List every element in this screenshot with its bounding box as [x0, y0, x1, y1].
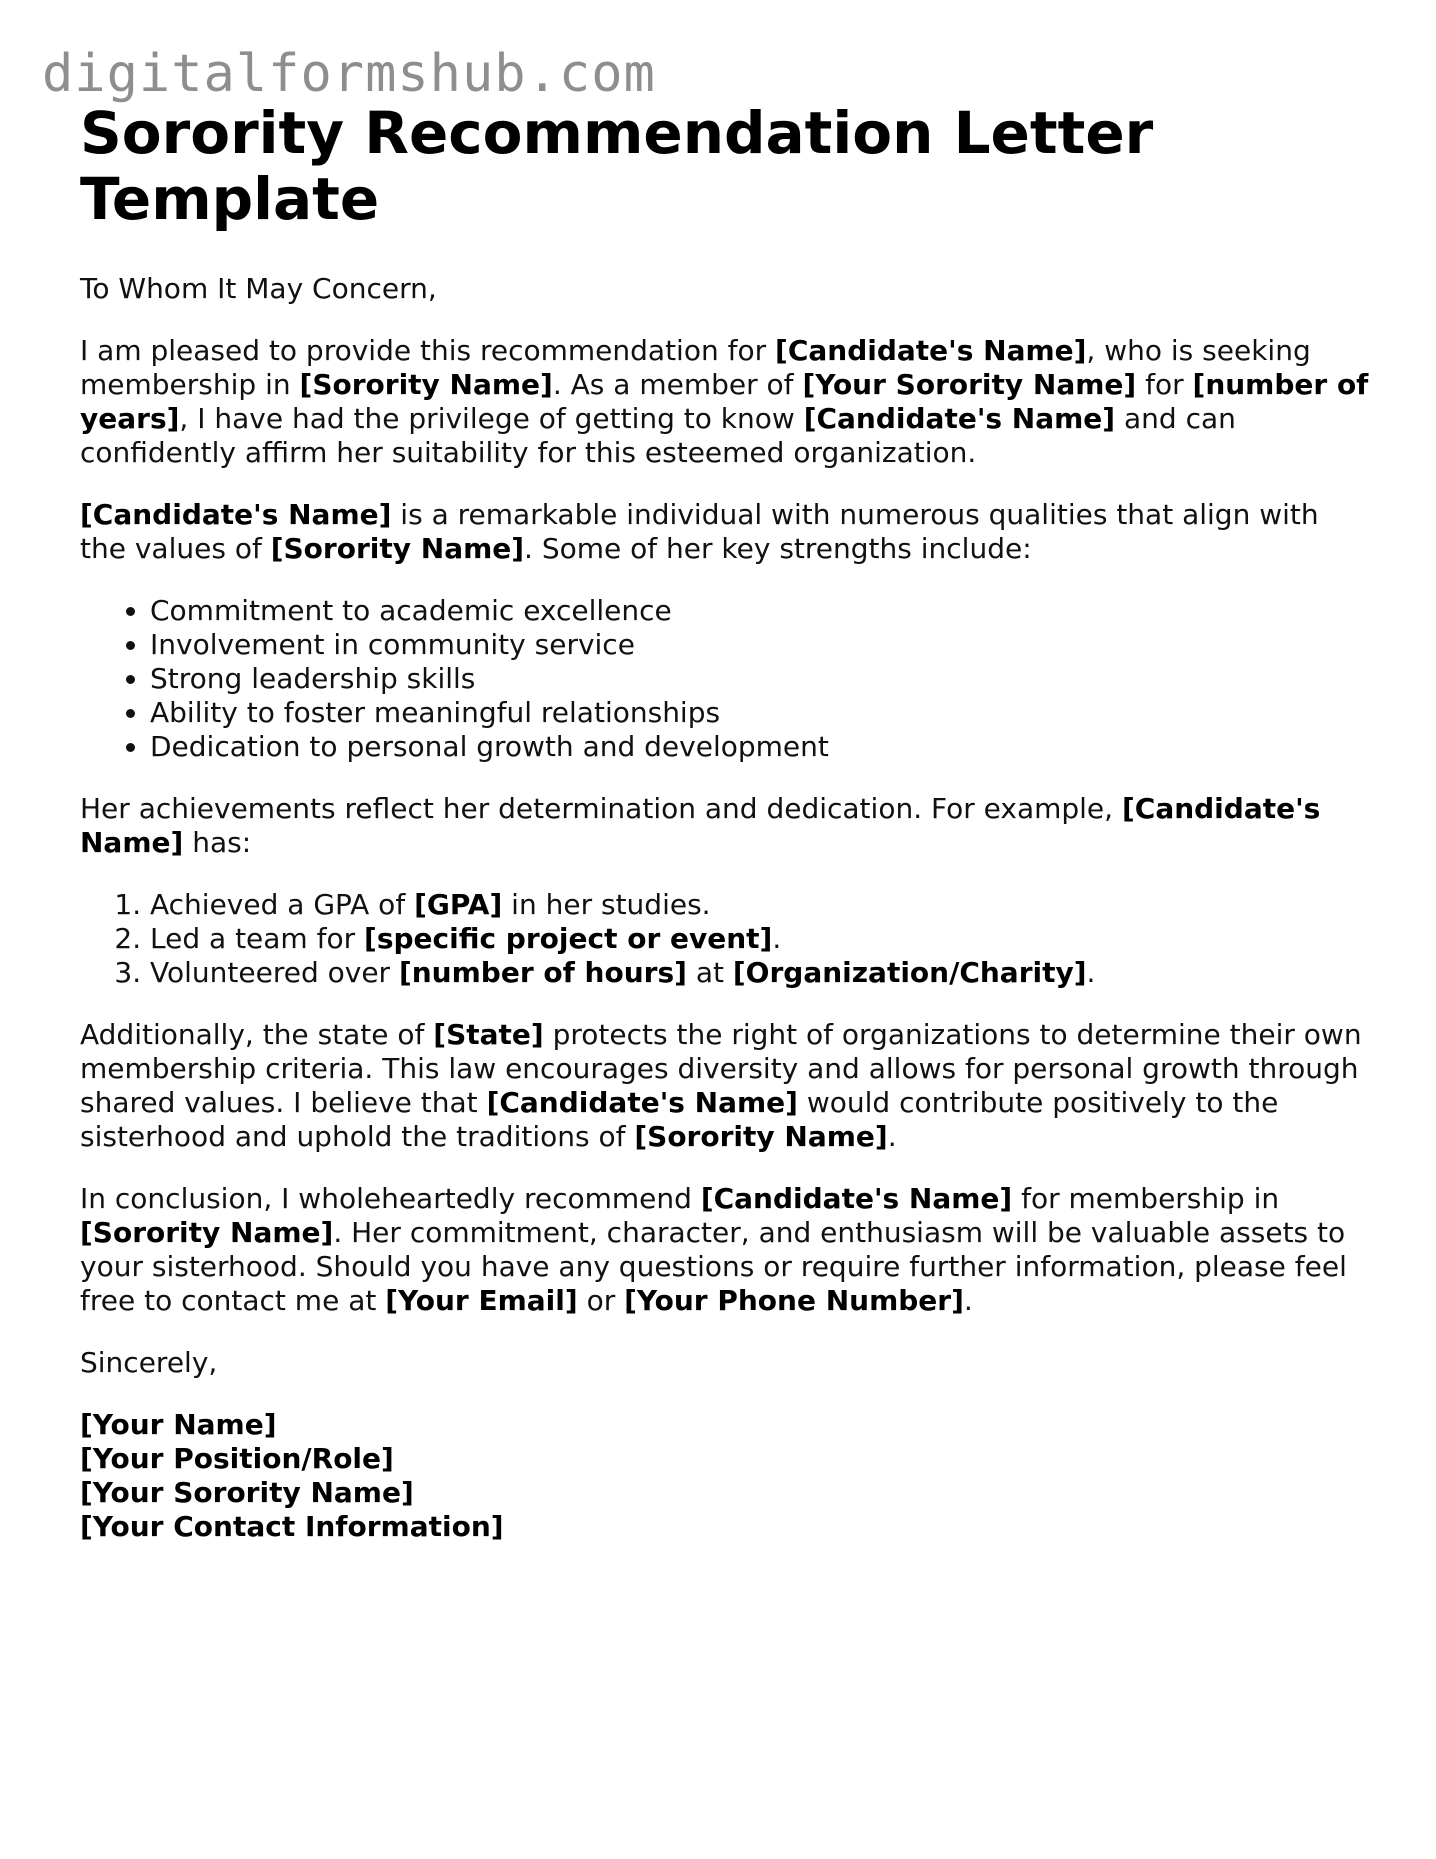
list-item: 2. Led a team for [specific project or event]. [150, 922, 1370, 956]
signature-block [80, 1408, 1370, 1544]
list-item: • Dedication to personal growth and development [150, 730, 1370, 764]
placeholder-sorority-name: [Sorority Name] [80, 1216, 334, 1249]
placeholder-candidate-name: [Candidate's Name] [80, 792, 1321, 859]
list-item: • Ability to foster meaningful relationships [150, 696, 1370, 730]
signature-name: [Your Name] [80, 1408, 277, 1441]
list-item: 1. Achieved a GPA of [GPA] in her studies. [150, 888, 1370, 922]
list-item: • Involvement in community service [150, 628, 1370, 662]
conclusion-paragraph: In conclusion, I wholeheartedly recommend [Candidate's Name] for membership in [Sorority Name]. Her commitment, character, and enthusiasm will be valuable assets to your sisterhood. Should you have any questions or require further information, please feel free to contact me at [Your Email] or [Your Phone Number]. [80, 1182, 1347, 1317]
placeholder-sorority-name: [Sorority Name] [270, 532, 525, 565]
placeholder-candidate-name: [Candidate's Name] [80, 498, 392, 531]
strengths-list [80, 594, 1370, 764]
greeting: To Whom It May Concern, [80, 272, 437, 305]
watermark: digitalformshub.com [42, 44, 656, 104]
placeholder-phone: [Your Phone Number] [624, 1284, 964, 1317]
placeholder-candidate-name: [Candidate's Name] [486, 1086, 798, 1119]
placeholder-state: [State] [433, 1018, 544, 1051]
intro-paragraph: I am pleased to provide this recommendation for [Candidate's Name], who is seeking membership in [Sorority Name]. As a member of [Your Sorority Name] for [number of years], I have had the privilege of getting to know [Candidate's Name] and can confidently affirm her suitability for this esteemed organization. [80, 334, 1369, 469]
letter-page [80, 100, 1370, 1544]
closing: Sincerely, [80, 1346, 218, 1379]
list-item: • Commitment to academic excellence [150, 594, 1370, 628]
list-item: 3. Volunteered over [number of hours] at [Organization/Charity]. [150, 956, 1370, 990]
placeholder-sorority-name: [Sorority Name] [299, 368, 553, 401]
signature-sorority: [Your Sorority Name] [80, 1476, 414, 1509]
signature-role: [Your Position/Role] [80, 1442, 394, 1475]
placeholder-email: [Your Email] [385, 1284, 578, 1317]
state-paragraph: Additionally, the state of [State] protects the right of organizations to determine their own membership criteria. This law encourages diversity and allows for personal growth through shared values. I believe that [Candidate's Name] would contribute positively to the sisterhood and uphold the traditions of [Sorority Name]. [80, 1018, 1362, 1153]
placeholder-candidate-name: [Candidate's Name] [700, 1182, 1013, 1215]
placeholder-gpa: [GPA] [414, 888, 503, 921]
page-title: Sorority Recommendation Letter Template [80, 99, 1154, 233]
achievements-paragraph: Her achievements reflect her determination and dedication. For example, [Candidate's Name] has: [80, 792, 1321, 859]
qualities-paragraph: [Candidate's Name] is a remarkable individual with numerous qualities that align with the values of [Sorority Name]. Some of her key strengths include: [80, 498, 1319, 565]
placeholder-your-sorority-name: [Your Sorority Name] [802, 368, 1137, 401]
signature-contact: [Your Contact Information] [80, 1510, 504, 1543]
achievements-list [80, 888, 1370, 990]
placeholder-sorority-name: [Sorority Name] [634, 1120, 888, 1153]
placeholder-organization: [Organization/Charity] [732, 956, 1087, 989]
list-item: • Strong leadership skills [150, 662, 1370, 696]
placeholder-hours: [number of hours] [398, 956, 687, 989]
placeholder-candidate-name: [Candidate's Name] [803, 402, 1116, 435]
placeholder-candidate-name: [Candidate's Name] [775, 334, 1087, 367]
placeholder-number-of-years: [number of years] [80, 368, 1369, 435]
placeholder-project: [specific project or event] [364, 922, 773, 955]
